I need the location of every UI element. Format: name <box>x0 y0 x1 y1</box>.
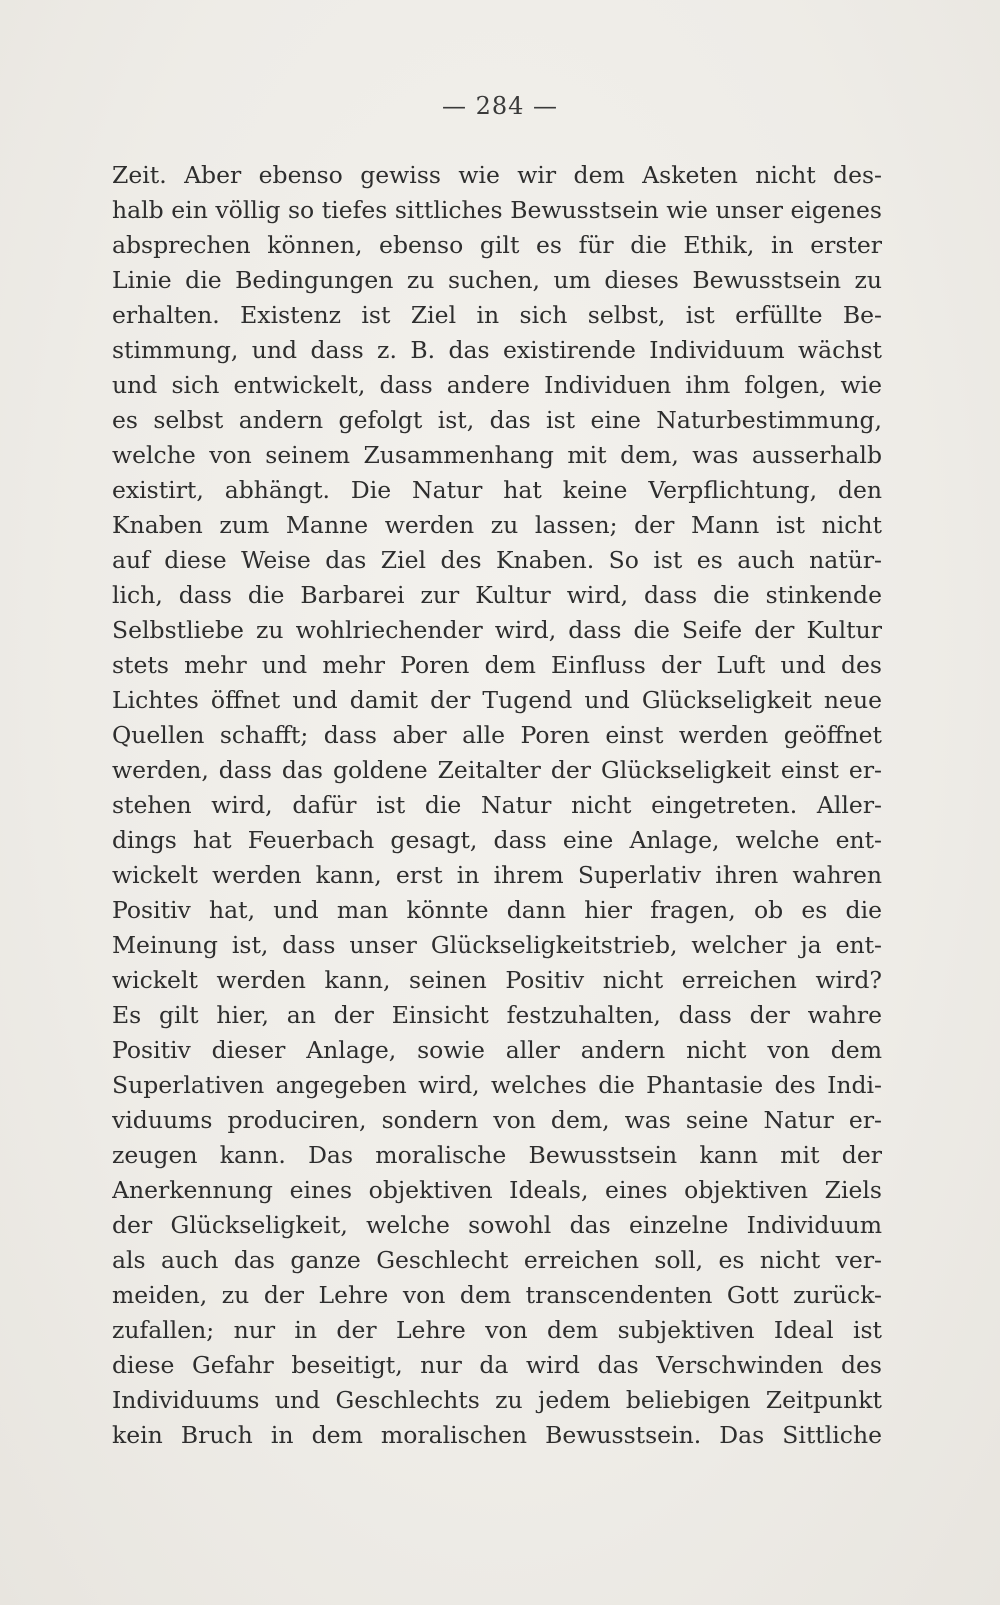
text-line: kein Bruch in dem moralischen Bewusstsein. Das Sittliche <box>112 1421 882 1449</box>
text-line: wickelt werden kann, erst in ihrem Superlativ ihren wahren <box>112 861 882 889</box>
text-line: Individuums und Geschlechts zu jedem beliebigen Zeitpunkt <box>112 1386 882 1414</box>
text-line: stets mehr und mehr Poren dem Einfluss der Luft und des <box>112 651 882 679</box>
text-line: es selbst andern gefolgt ist, das ist eine Naturbestimmung, <box>112 406 882 434</box>
text-line: Meinung ist, dass unser Glückseligkeitstrieb, welcher ja ent- <box>112 931 882 959</box>
page-number: — 284 — <box>441 92 559 120</box>
text-line: stehen wird, dafür ist die Natur nicht eingetreten. Aller- <box>112 791 882 819</box>
text-line: existirt, abhängt. Die Natur hat keine Verpflichtung, den <box>112 476 882 504</box>
text-line: meiden, zu der Lehre von dem transcendenten Gott zurück- <box>112 1281 882 1309</box>
text-line: werden, dass das goldene Zeitalter der Glückseligkeit einst er- <box>112 756 882 784</box>
text-line: stimmung, und dass z. B. das existirende Individuum wächst <box>112 336 882 364</box>
text-line: halb ein völlig so tiefes sittliches Bewusstsein wie unser eigenes <box>112 196 882 224</box>
text-line: lich, dass die Barbarei zur Kultur wird, dass die stinkende <box>112 581 882 609</box>
text-line: absprechen können, ebenso gilt es für die Ethik, in erster <box>112 231 882 259</box>
text-line: Positiv hat, und man könnte dann hier fragen, ob es die <box>112 896 882 924</box>
text-line: dings hat Feuerbach gesagt, dass eine Anlage, welche ent- <box>112 826 882 854</box>
text-line: der Glückseligkeit, welche sowohl das einzelne Individuum <box>112 1211 882 1239</box>
text-line: Knaben zum Manne werden zu lassen; der Mann ist nicht <box>112 511 882 539</box>
text-line: diese Gefahr beseitigt, nur da wird das Verschwinden des <box>112 1351 882 1379</box>
text-line: zufallen; nur in der Lehre von dem subjektiven Ideal ist <box>112 1316 882 1344</box>
text-line: Quellen schafft; dass aber alle Poren einst werden geöffnet <box>112 721 882 749</box>
text-line: zeugen kann. Das moralische Bewusstsein kann mit der <box>112 1141 882 1169</box>
text-line: erhalten. Existenz ist Ziel in sich selbst, ist erfüllte Be- <box>112 301 882 329</box>
body-text <box>112 158 882 1453</box>
text-line: Selbstliebe zu wohlriechender wird, dass die Seife der Kultur <box>112 616 882 644</box>
text-line: welche von seinem Zusammenhang mit dem, was ausserhalb <box>112 441 882 469</box>
text-line: Lichtes öffnet und damit der Tugend und Glückseligkeit neue <box>112 686 882 714</box>
text-line: Superlativen angegeben wird, welches die Phantasie des Indi- <box>112 1071 882 1099</box>
text-line: Es gilt hier, an der Einsicht festzuhalten, dass der wahre <box>112 1001 882 1029</box>
text-line: wickelt werden kann, seinen Positiv nicht erreichen wird? <box>112 966 882 994</box>
text-line: auf diese Weise das Ziel des Knaben. So ist es auch natür- <box>112 546 882 574</box>
text-line: und sich entwickelt, dass andere Individuen ihm folgen, wie <box>112 371 882 399</box>
text-line: als auch das ganze Geschlecht erreichen soll, es nicht ver- <box>112 1246 882 1274</box>
text-line: Linie die Bedingungen zu suchen, um dieses Bewusstsein zu <box>112 266 882 294</box>
text-line: Positiv dieser Anlage, sowie aller andern nicht von dem <box>112 1036 882 1064</box>
text-line: viduums produciren, sondern von dem, was seine Natur er- <box>112 1106 882 1134</box>
text-line: Anerkennung eines objektiven Ideals, eines objektiven Ziels <box>112 1176 882 1204</box>
text-line: Zeit. Aber ebenso gewiss wie wir dem Asketen nicht des- <box>112 161 882 189</box>
